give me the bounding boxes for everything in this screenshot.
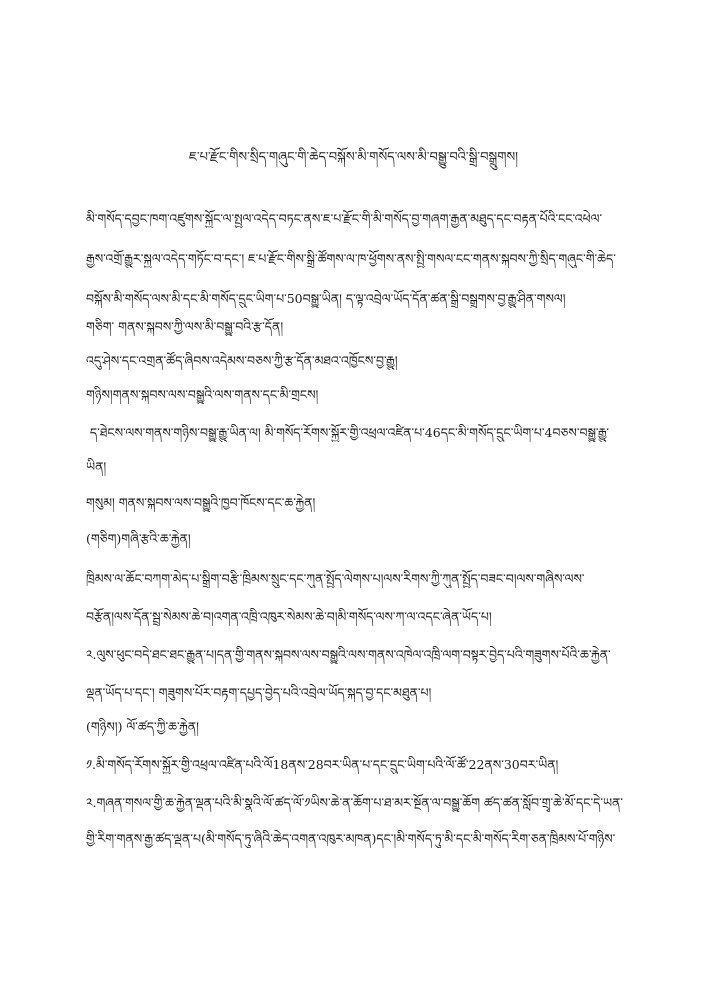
subsection-heading: (གཉིས།) ལོ་ཚད་ཀྱི་ཆ་རྐྱེན། [86,719,199,734]
body-line: ད་ཐེངས་ལས་གནས་གཉིས་བསྒྱུ་རྒྱུ་ཡིན་ལ། མི་གསོད་རོགས་སྐྱོར་གྱི་འཕྲལ་འཛིན་པ་46དང་མི་གསོད་དྲུང་ཡིག་པ་4བཅས་བསྒྱུ་རྒྱུ་ [90,425,609,440]
body-line: ༢.གཞན་གསལ་གྱི་ཆ་རྐྱེན་ལྡན་པའི་མི་སྣའི་ལོ་ཚད་ལོ་༡ཡིས་ཆེ་ན་ཆོག་པ་ཐ་མར་སྔོན་ལ་བསྒྱུ་ཆོག ཚད་ཚན་སློབ་གྲྭ་ཆེ་མོ་དང་དེ་ཡན་ [86,795,624,810]
body-line: ༢.ལུས་ཕུང་བདེ་ཐང་ཐང་རྒྱུན་པ།དན་གྱི་གནས་སྐབས་ལས་བསྒྱུའི་ལས་གནས་འཁེལ་འཁྲི་ལག་བསྟར་བྱེད་པའི་གཟུགས་པོའི་ཆ་རྐྱེན་ [86,647,611,662]
section-heading: གཉིས།གནས་སྐབས་ལས་བསྒྱུའི་ལས་གནས་དང་མི་གྲངས། [86,387,319,402]
body-line: མི་གསོད་དབྱང་ཁག་འཛུགས་སྐྱོང་ལ་སྤྱལ་འདེད་བཏང་ནས་ཇ་པ་རྫོང་གི་མི་གསོད་བྱ་གཞག་རྒྱན་མཐུད་དང་བརྟན་པོའི་ངང་འཕེལ་ [86,211,603,226]
subsection-heading: (གཅིག)གཞི་རྩའི་ཆ་རྐྱེན། [86,531,191,546]
body-line: ཡིན། [86,459,107,474]
body-line: གཅིག་ གནས་སྐབས་ཀྱི་ལས་མི་བསྒྱུ་བའི་རྩ་དོན། [86,319,284,334]
body-line: གྱི་རིག་གནས་རྒྱ་ཚད་ལྡན་པ(མི་གསོད་ཏུ་ཞིའི་ཆེད་འགན་འཁུར་མཁན)དང་།མི་གསོད་ཏུ་མི་དང་མི་གསོད་རིག་ཅན་ཁྲིམས་པོ་གཉིས་ [86,831,616,846]
body-line: བསྐོས་མི་གསོད་ལས་མི་དང་མི་གསོད་དྲུང་ཡིག་པ་50བསྒྱུ་ཡིན། ད་ལྟ་འབྲེལ་ཡོད་དོན་ཚན་སྒྲི་བསྒྲུགས་བྱ་རྒྱུ་ཤིན་གསལ། [86,291,566,306]
body-line: ཁྲིམས་ལ་ཆོང་བཀག་མེད་པ་སྒྲིག་བརྩི་ཁྲིམས་སྲུང་དང་ཀུན་སྤྱོད་ལེགས་པ།ལས་རིགས་ཀྱི་ཀུན་སྤྱོད་བཟང་བ།ལས་གཞིས་ལས་ [86,571,585,586]
body-line: རྒྱས་འགྲོ་རྒྱུར་སྐྱལ་འདེད་གཏོང་བ་དང་། ཇ་པ་རྫོང་གིས་སྒྲི་ཚོགས་ལ་ཁ་ཕྱོགས་ནས་སྤྱི་གསལ་ངང་གནས་སྐབས་ཀྱི་སྲིད་གཞུང་གི་ཆེད་ [86,251,616,266]
document-title: ཇ་པ་རྫོང་གིས་སྲིད་གཞུང་གི་ཆེད་བསྐོས་མི་གསོད་ལས་མི་བསྒྱུ་བའི་སྒྲི་བསྒྲུགས། [188,150,519,165]
section-heading: གསུམ། གནས་སྐབས་ལས་བསྒྱུའི་ཁྱབ་ཁོངས་དང་ཆ་རྐྱེན། [86,495,316,510]
body-line: འདུ་ཤེས་དང་འགྲན་ཚོད་ཞིབས་འདེམས་བཅས་ཀྱི་རྩ་དོན་མཐའ་འཁྱོངས་བྱ་རྒྱུ། [86,353,398,368]
body-line: ལྡན་ཡོད་པ་དང་། གཟུགས་པོར་བརྟག་དཔྱད་བྱེད་པའི་འབྲེལ་ཡོད་སྐད་བྱ་དང་མཐུན་པ། [86,685,432,700]
body-line: བརྩོན།ལས་དོན་སྦྲ་སེམས་ཆེ་བ།འགན་འཁྲི་འཁུར་སེམས་ཆེ་བ།མི་གསོད་ལས་ཀ་ལ་འདང་ཞེན་ཡོད་པ། [86,609,492,624]
body-line: ༡.མི་གསོད་རོགས་སྐྱོར་གྱི་འཕྲལ་འཛིན་པའི་ལོ18ནས་28བར་ཡིན་པ་དང་དྲུང་ཡིག་པའི་ལོ་ཚོ་22ནས་30བར་ཡིན། [86,757,559,772]
